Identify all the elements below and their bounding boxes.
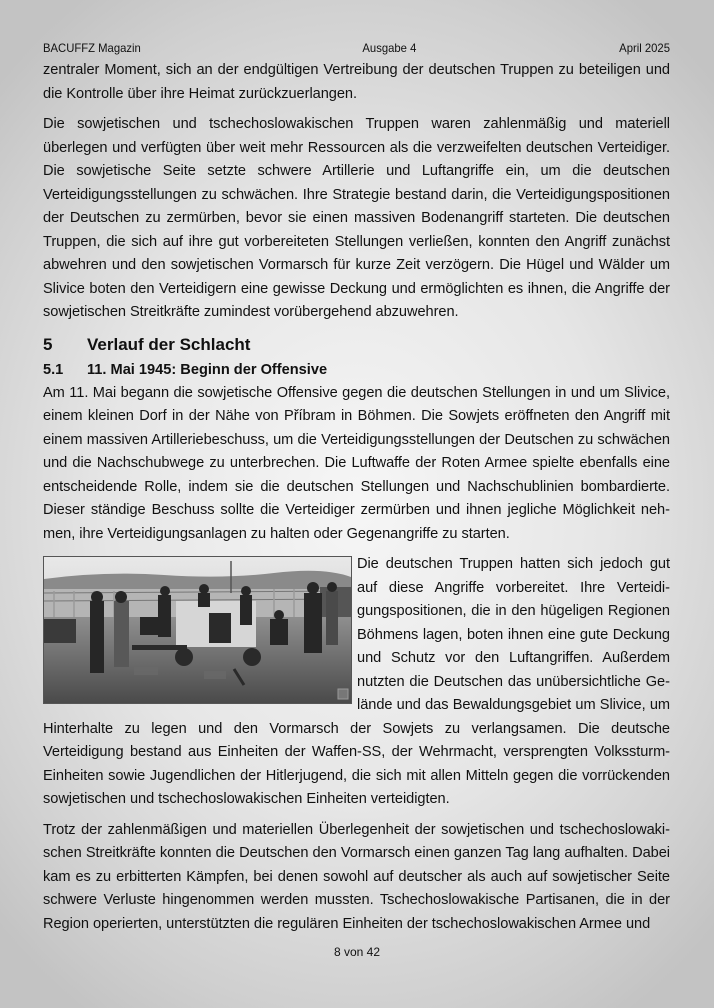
subsection-heading bbox=[43, 359, 670, 381]
paragraph: Die sowjetischen und tschechoslowakischen Truppen waren zahlenmäßig und materiell überlegen und verfügten über weit mehr Ressourcen als die verzweifelten deutschen Verteidiger. Die sowjetische Seite setzte schwere Artillerie und Luftangriffe ein, um die deutschen Verteidigungsstellungen zu schwächen. Ihre Strategie bestand darin, die Verteidigungspositionen der Deutschen zu zermürben, bevor sie einen massiven Bodenangriff starteten. Die deutschen Truppen, die sich auf ihre gut vorbereiteten Stellungen verließen, konnten den Angriff zunächst abwehren und den sowjetischen Vormarsch für kurze Zeit verzögern. Die Hügel und Wälder um Slivice boten den Verteidigern eine gewisse Deckung und ermöglichten es ihnen, die Angriffe der sowjetischen Streitkräfte zumindest vorübergehend abzuwehren. bbox=[43, 116, 670, 320]
header-date: April 2025 bbox=[619, 41, 670, 55]
header-magazine-name: BACUFFZ Magazin bbox=[43, 41, 141, 55]
paragraph: zentraler Moment, sich an der endgültigen Vertreibung der deutschen Truppen zu beteiligen und die Kontrolle über ihre Heimat zurückzuerlangen. bbox=[43, 62, 670, 102]
header-issue: Ausgabe 4 bbox=[362, 41, 417, 55]
page-header bbox=[43, 40, 670, 57]
subsection-number: 5.1 bbox=[43, 361, 64, 378]
paragraph-with-figure: Die deutschen Truppen hatten sich jedoch gut auf diese Angriffe vorbereitet. Ihre Verteidigungspositionen, die in den hügeligen Regionen Böhmens lagen, boten ihnen eine gute Deckung und Schutz vor den Luftangriffen. Außerdem nutzten die Deutschen das unübersichtliche Gelände und das Bewaldungsgebiet um Slivice, um Hinterhalte zu legen und den Vormarsch der Sowjets zu verlangsamen. Die deutsche Verteidigung bestand aus Einheiten der Waffen-SS, der Wehrmacht, versprengten Volkssturm-Einheiten sowie Jugendlichen der Hitlerjugend, die sich mit allen Mitteln gegen die vorrückenden sowjetischen und tschechoslowakischen Einheiten verteidigten. bbox=[43, 556, 670, 807]
page-number: 8 von 42 bbox=[333, 945, 381, 959]
artillery-photo bbox=[43, 556, 352, 704]
section-number: 5 bbox=[43, 334, 53, 354]
subsection-title: 11. Mai 1945: Beginn der Offensive bbox=[87, 361, 328, 378]
paragraph: Am 11. Mai begann die sowjetische Offensive gegen die deutschen Stellungen in und um Slivice, einem kleinen Dorf in der Nähe von Příbram in Böhmen. Die Sowjets eröffneten den Angriff mit einem massiven Artilleriebeschuss, um die Verteidigungsstellungen der Deutschen zu schwächen und die Nachschubwege zu unterbrechen. Die Luftwaffe der Roten Armee spielte ebenfalls eine entscheidende Rolle, indem sie die deutschen Stellungen und Nachschublinien bombardierte. Dieser ständige Beschuss sollte die Verteidiger zermürben und ihnen jegliche Möglichkeit nehmen, ihre Verteidigungsanlagen zu halten oder Gegenangriffe zu starten. bbox=[43, 384, 670, 542]
document-page bbox=[43, 40, 670, 936]
paragraph: Trotz der zahlenmäßigen und materiellen Überlegenheit der sowjetischen und tschechoslowakischen Streitkräfte konnten die Deutschen den Vormarsch einen ganzen Tag lang aufhalten. Dabei kam es zu erbitterten Kämpfen, bei denen sowohl auf deutscher als auch auf sowjetischer Seite schwere Verluste hingenommen werden mussten. Tschechoslowakische Partisanen, die in der Region operierten, unterstützten die regulären Einheiten der tschechoslowakischen Armee und bbox=[43, 821, 670, 932]
photo-image bbox=[44, 557, 351, 703]
section-heading bbox=[43, 333, 670, 357]
section-title: Verlauf der Schlacht bbox=[87, 334, 251, 354]
